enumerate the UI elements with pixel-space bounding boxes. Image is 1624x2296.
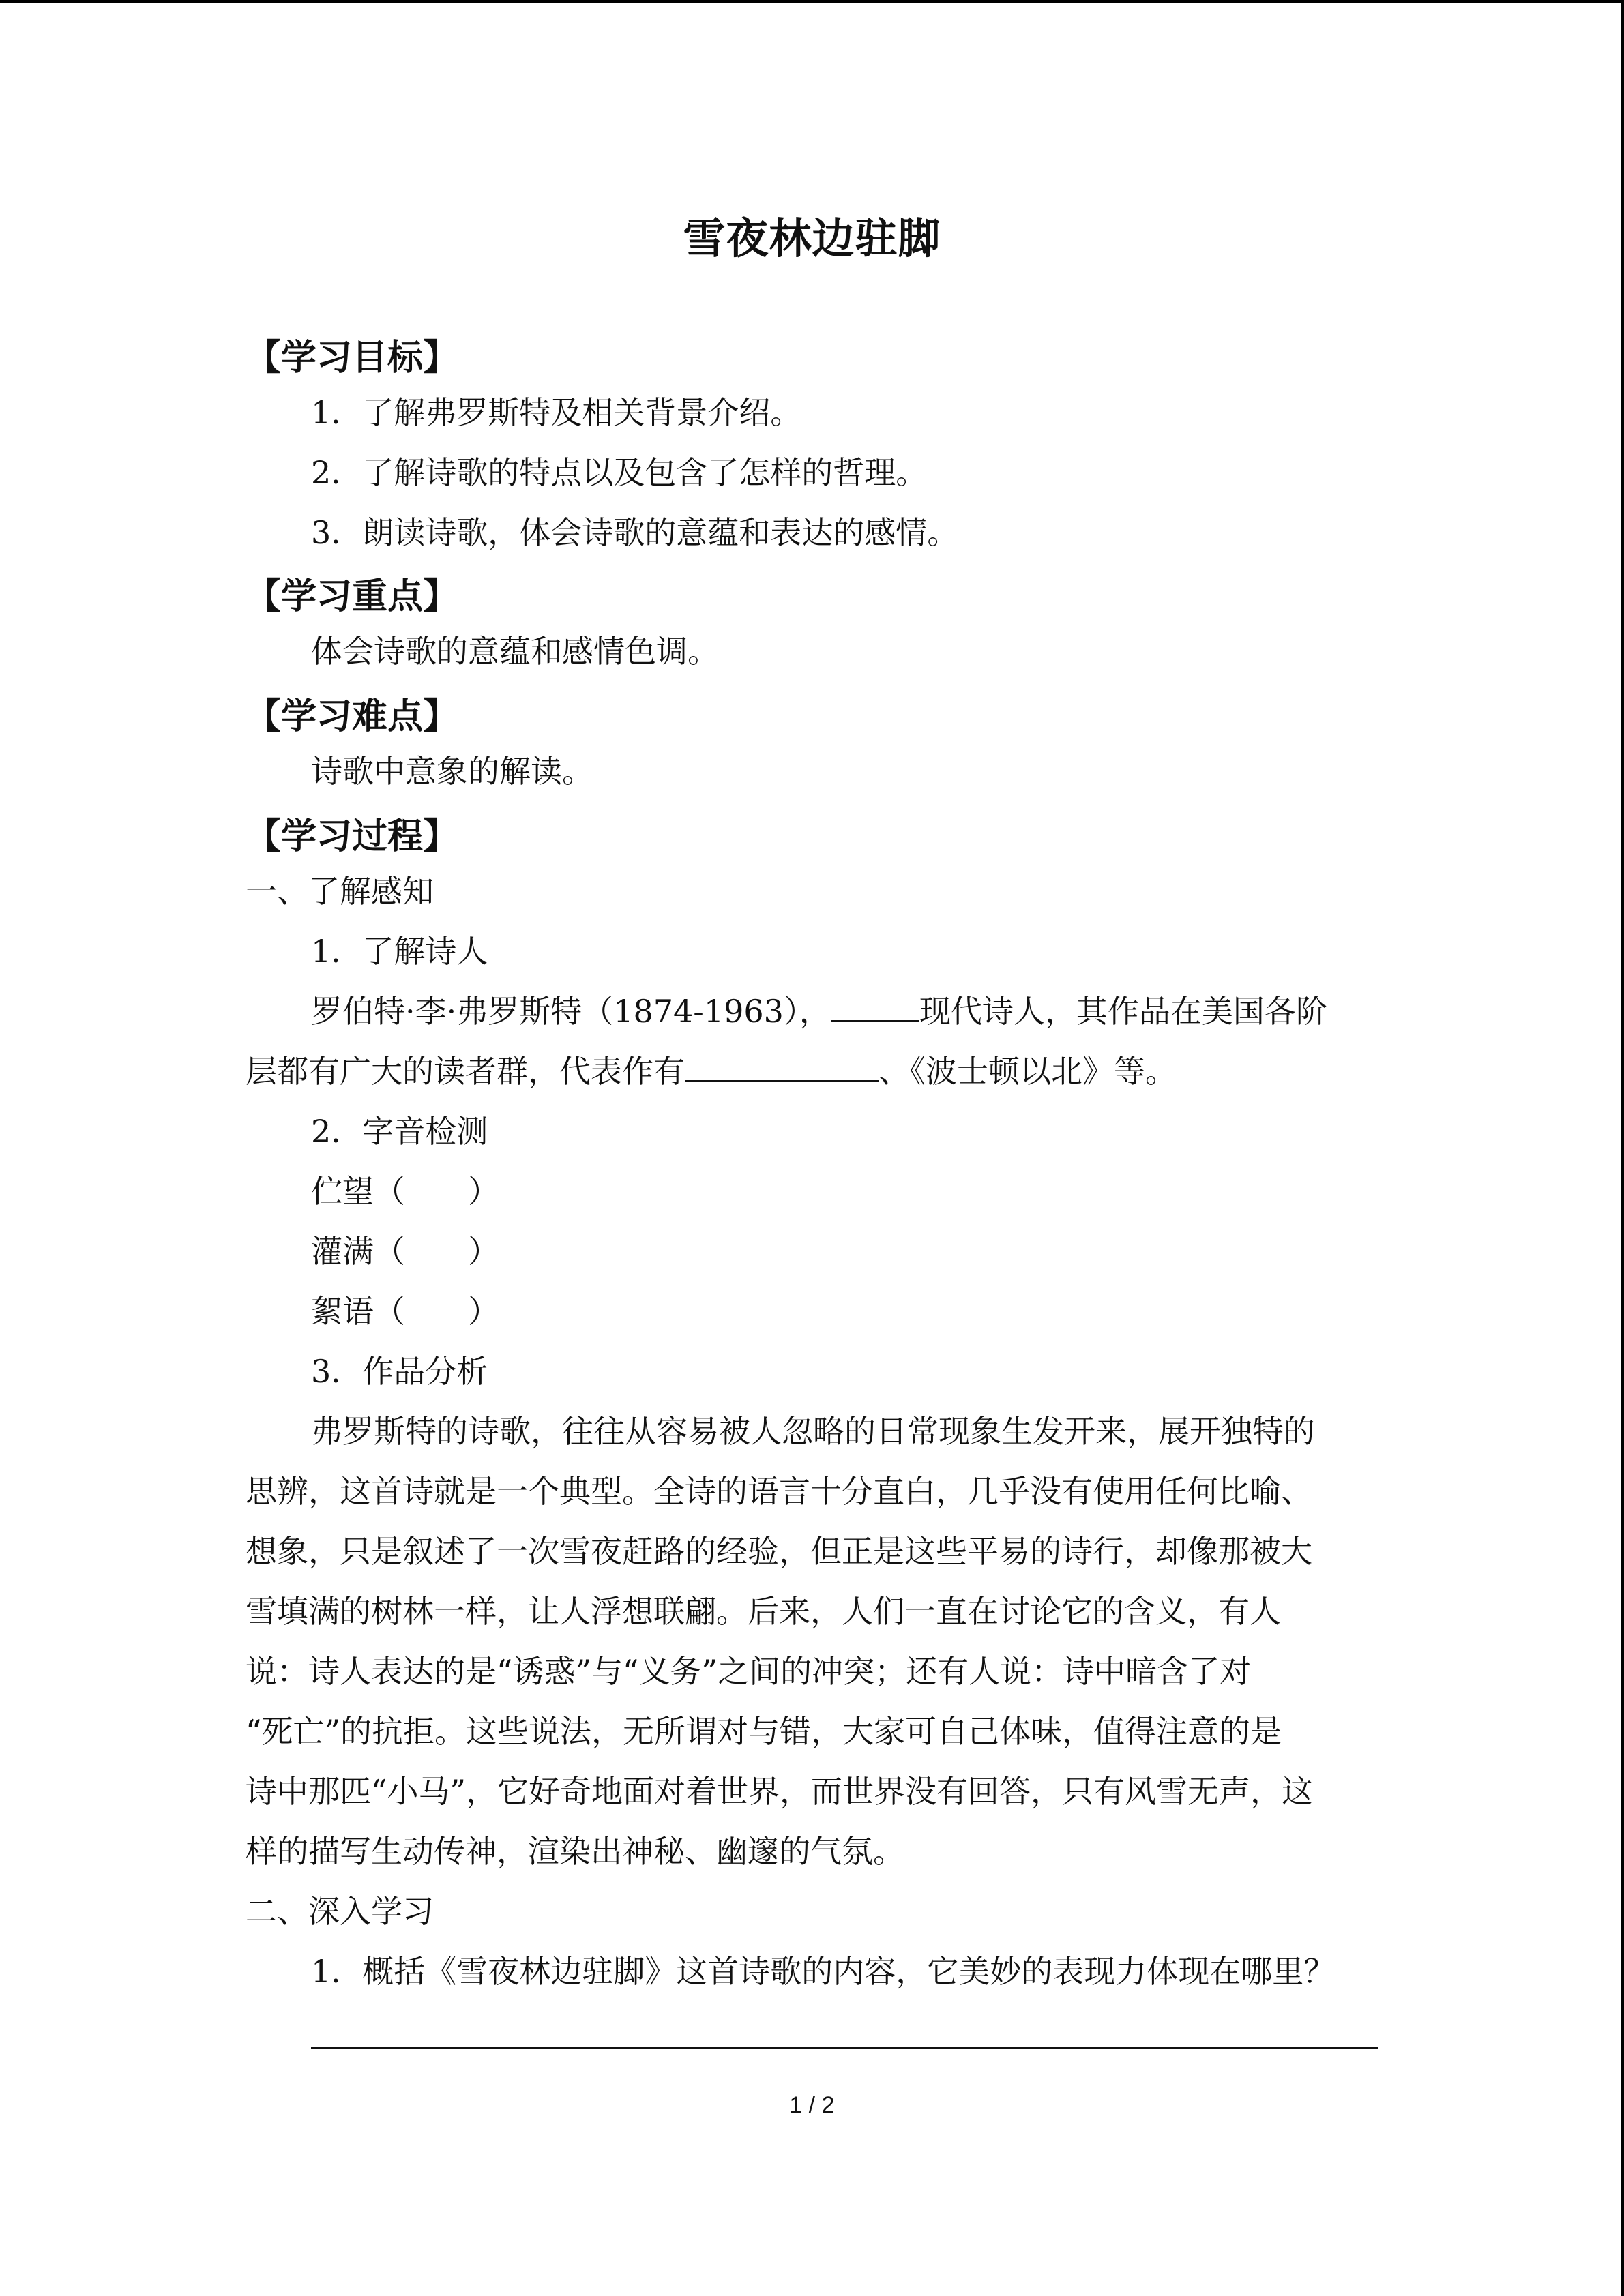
objective-item: 1．了解弗罗斯特及相关背景介绍。 [311,394,802,431]
analysis-line: 说：诗人表达的是“诱惑”与“义务”之间的冲突；还有人说：诗中暗含了对 [246,1653,1252,1690]
key-points-text: 体会诗歌的意蕴和感情色调。 [311,633,719,670]
poet-intro-text-c: 层都有广大的读者群，代表作有 [246,1053,685,1090]
objective-item: 3．朗读诗歌，体会诗歌的意蕴和表达的感情。 [311,514,959,551]
poet-intro-line1 [311,993,1327,1030]
poet-intro-text-b: 现代诗人，其作品在美国各阶 [919,993,1327,1030]
analysis-line: “死亡”的抗拒。这些说法，无所谓对与错，大家可自己体味，值得注意的是 [246,1713,1282,1750]
difficulties-heading: 【学习难点】 [246,696,459,737]
analysis-line: 思辨，这首诗就是一个典型。全诗的语言十分直白，几乎没有使用任何比喻、 [246,1473,1312,1510]
objective-item: 2．了解诗歌的特点以及包含了怎样的哲理。 [311,454,928,491]
item1-title: 1．了解诗人 [311,933,488,970]
analysis-line: 想象，只是叙述了一次雪夜赶路的经验，但正是这些平易的诗行，却像那被大 [246,1533,1312,1570]
objectives-heading: 【学习目标】 [246,337,459,378]
item3-title: 3．作品分析 [311,1353,488,1390]
pronunciation-item: 伫望（ ） [311,1173,499,1210]
analysis-line: 弗罗斯特的诗歌，往往从容易被人忽略的日常现象生发开来，展开独特的 [311,1413,1315,1450]
difficulties-text: 诗歌中意象的解读。 [311,753,593,790]
poet-intro-line2 [246,1053,1177,1090]
item2-title: 2．字音检测 [311,1113,488,1150]
part1-title: 一、了解感知 [246,873,434,910]
pronunciation-item: 絮语（ ） [311,1293,499,1330]
footer-divider [311,2047,1378,2049]
pronunciation-item: 灌满（ ） [311,1233,499,1270]
poet-intro-text-d: 、《波士顿以北》等。 [879,1053,1177,1090]
poet-intro-text-a: 罗伯特·李·弗罗斯特（1874-1963）， [311,993,831,1030]
fill-blank-nationality[interactable] [831,993,919,1022]
document-title: 雪夜林边驻脚 [683,213,941,263]
analysis-line: 样的描写生动传神，渲染出神秘、幽邃的气氛。 [246,1833,904,1870]
part2-title: 二、深入学习 [246,1893,434,1930]
fill-blank-representative-work[interactable] [685,1053,879,1082]
analysis-line: 诗中那匹“小马”，它好奇地面对着世界，而世界没有回答，只有风雪无声，这 [246,1773,1314,1810]
process-heading: 【学习过程】 [246,816,459,857]
question-1: 1．概括《雪夜林边驻脚》这首诗歌的内容，它美妙的表现力体现在哪里？ [311,1953,1335,1990]
analysis-line: 雪填满的树林一样，让人浮想联翩。后来，人们一直在讨论它的含义，有人 [246,1593,1281,1630]
key-points-heading: 【学习重点】 [246,576,459,617]
page-number: 1 / 2 [789,2092,835,2118]
